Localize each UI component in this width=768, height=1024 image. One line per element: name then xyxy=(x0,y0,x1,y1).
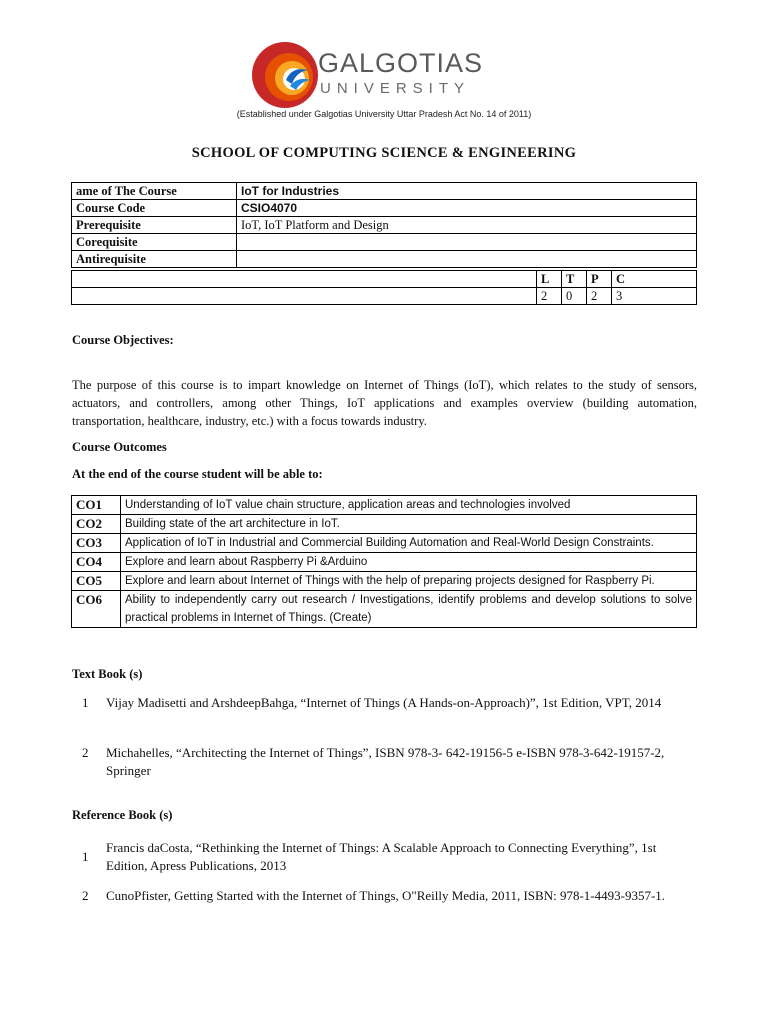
objectives-text: The purpose of this course is to impart knowledge on Internet of Things (IoT), which relates to the study of sensors, actuators, and controllers, among other Things, IoT applications and examples overview (building automation, transportation, healthcare, industry, etc.) with a focus towards industry. xyxy=(72,378,697,428)
ltpc-header-row xyxy=(72,271,697,288)
outcome-code: CO4 xyxy=(72,553,121,572)
reference-book-number: 2 xyxy=(82,888,89,903)
outcome-text: Explore and learn about Internet of Things with the help of preparing projects designed for Raspberry Pi. xyxy=(121,572,697,591)
reference-book-number: 1 xyxy=(82,849,89,864)
course-info-table xyxy=(71,182,697,268)
ltpc-c-header: C xyxy=(612,271,697,288)
reference-books-heading: Reference Book (s) xyxy=(72,808,173,822)
outcome-code: CO3 xyxy=(72,534,121,553)
outcome-row xyxy=(72,534,697,553)
ltpc-l-value: 2 xyxy=(537,288,562,305)
outcomes-heading: Course Outcomes xyxy=(72,440,167,454)
antirequisite-value xyxy=(237,251,697,268)
outcome-code: CO2 xyxy=(72,515,121,534)
course-info-row xyxy=(72,234,697,251)
ltpc-l-header: L xyxy=(537,271,562,288)
outcome-text: Ability to independently carry out research / Investigations, identify problems and develop solutions to solve practical problems in Internet of Things. (Create) xyxy=(121,591,697,628)
course-name-label: ame of The Course xyxy=(72,183,237,200)
course-info-row xyxy=(72,200,697,217)
established-note: (Established under Galgotias University Uttar Pradesh Act No. 14 of 2011) xyxy=(236,109,532,119)
text-book-number: 2 xyxy=(82,745,89,760)
text-books-heading: Text Book (s) xyxy=(72,667,143,681)
outcome-row xyxy=(72,553,697,572)
ltpc-spacer xyxy=(72,271,537,288)
text-book-entry: Vijay Madisetti and ArshdeepBahga, “Internet of Things (A Hands-on-Approach)”, 1st Edition, VPT, 2014 xyxy=(106,695,662,710)
logo-university-sub: UNIVERSITY xyxy=(320,80,471,97)
course-info-row xyxy=(72,217,697,234)
text-book-entry: Michahelles, “Architecting the Internet of Things”, ISBN 978-3- 642-19156-5 e-ISBN 978-3-642-19157-2, Springer xyxy=(106,745,665,778)
course-outcomes-table xyxy=(71,495,697,628)
school-title: SCHOOL OF COMPUTING SCIENCE & ENGINEERING xyxy=(191,145,577,161)
outcome-row xyxy=(72,591,697,628)
course-name-value: IoT for Industries xyxy=(237,183,697,200)
outcomes-subheading: At the end of the course student will be able to: xyxy=(72,467,323,481)
reference-book-entry: CunoPfister, Getting Started with the Internet of Things, O"Reilly Media, 2011, ISBN: 978-1-4493-9357-1. xyxy=(106,888,666,903)
antirequisite-label: Antirequisite xyxy=(72,251,237,268)
outcome-text: Explore and learn about Raspberry Pi &Arduino xyxy=(121,553,697,572)
logo-university-name: GALGOTIAS xyxy=(318,48,484,78)
corequisite-value xyxy=(237,234,697,251)
outcome-code: CO1 xyxy=(72,496,121,515)
outcome-code: CO6 xyxy=(72,591,121,628)
prerequisite-label: Prerequisite xyxy=(72,217,237,234)
galgotias-logo-icon xyxy=(250,40,320,110)
outcome-row xyxy=(72,572,697,591)
outcome-code: CO5 xyxy=(72,572,121,591)
ltpc-table xyxy=(71,270,697,305)
outcome-text: Understanding of IoT value chain structure, application areas and technologies involved xyxy=(121,496,697,515)
ltpc-c-value: 3 xyxy=(612,288,697,305)
outcome-row xyxy=(72,515,697,534)
course-info-row xyxy=(72,251,697,268)
course-code-value: CSIO4070 xyxy=(237,200,697,217)
corequisite-label: Corequisite xyxy=(72,234,237,251)
ltpc-p-value: 2 xyxy=(587,288,612,305)
ltpc-p-header: P xyxy=(587,271,612,288)
reference-book-entry: Francis daCosta, “Rethinking the Internet of Things: A Scalable Approach to Connecting Everything”, 1st Edition, Apress Publications, 2013 xyxy=(106,840,657,873)
ltpc-t-value: 0 xyxy=(562,288,587,305)
outcome-text: Building state of the art architecture in IoT. xyxy=(121,515,697,534)
ltpc-t-header: T xyxy=(562,271,587,288)
text-book-number: 1 xyxy=(82,695,89,710)
course-code-label: Course Code xyxy=(72,200,237,217)
ltpc-value-row xyxy=(72,288,697,305)
objectives-heading: Course Objectives: xyxy=(72,333,174,347)
course-info-row xyxy=(72,183,697,200)
ltpc-spacer xyxy=(72,288,537,305)
outcome-row xyxy=(72,496,697,515)
prerequisite-value: IoT, IoT Platform and Design xyxy=(237,217,697,234)
outcome-text: Application of IoT in Industrial and Commercial Building Automation and Real-World Design Constraints. xyxy=(121,534,697,553)
